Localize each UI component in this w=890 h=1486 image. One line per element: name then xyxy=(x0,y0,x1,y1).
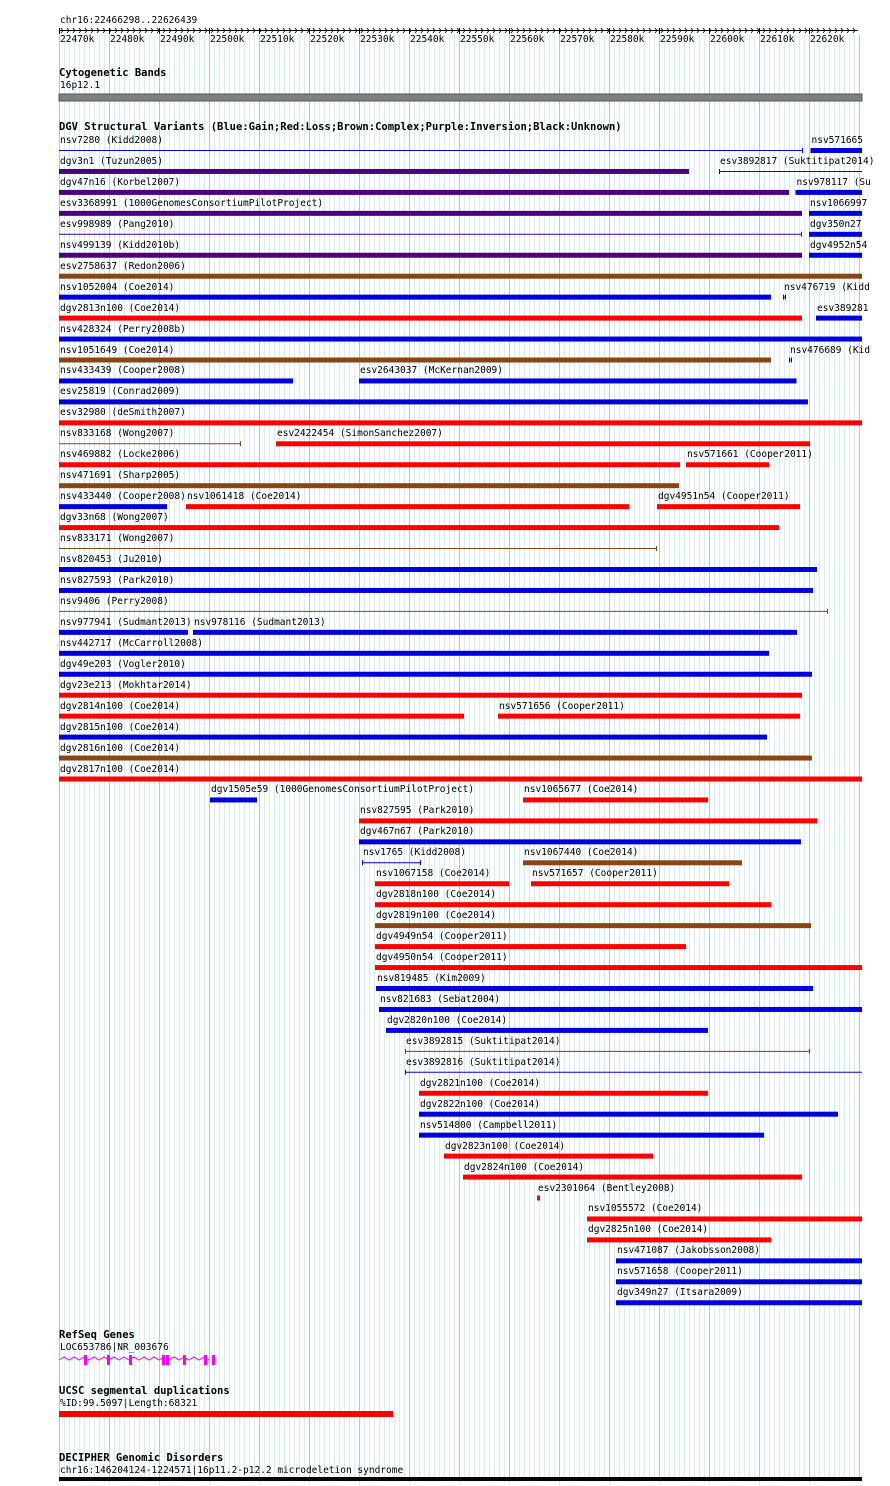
variant-bar xyxy=(59,253,802,258)
ruler-tick-label: 22600k xyxy=(710,34,745,45)
variant-label[interactable]: dgv2814n100 (Coe2014) xyxy=(60,700,181,712)
variant-bar xyxy=(59,630,188,635)
ruler-tick-label: 22530k xyxy=(360,34,395,45)
variant-label[interactable]: nsv499139 (Kidd2010b) xyxy=(60,239,181,251)
variant-bar xyxy=(59,169,689,174)
variant-bar xyxy=(359,818,817,823)
variant-label[interactable]: dgv2813n100 (Coe2014) xyxy=(60,302,181,314)
variant-bar xyxy=(375,965,862,970)
ruler-tick-label: 22590k xyxy=(660,34,695,45)
ruler-tick-label: 22510k xyxy=(260,34,295,45)
variant-label[interactable]: dgv2819n100 (Coe2014) xyxy=(376,910,497,922)
gene-exon xyxy=(129,1355,132,1365)
variant-bar xyxy=(59,525,779,530)
variant-bar xyxy=(587,1216,862,1221)
segdup-label[interactable]: %ID:99.5097|Length:68321 xyxy=(60,1398,198,1409)
variant-bar xyxy=(59,714,464,719)
variant-bar xyxy=(537,1196,540,1201)
variant-label[interactable]: dgv4952n54 xyxy=(810,239,868,251)
variant-label[interactable]: nsv1067158 (Coe2014) xyxy=(376,868,491,880)
ruler-tick-label: 22570k xyxy=(560,34,595,45)
variant-bar xyxy=(210,797,257,802)
variant-label[interactable]: nsv571658 (Cooper2011) xyxy=(617,1266,743,1278)
ruler-tick-label: 22560k xyxy=(510,34,545,45)
variant-bar xyxy=(59,295,771,300)
variant-label[interactable]: nsv471087 (Jakobsson2008) xyxy=(617,1245,760,1257)
variant-label[interactable]: esv3892817 (Suktitipat2014) xyxy=(720,155,875,167)
variant-label[interactable]: esv2643037 (McKernan2009) xyxy=(360,365,503,377)
variant-bar xyxy=(809,211,862,216)
variant-label[interactable]: nsv476689 (Kid xyxy=(790,344,871,356)
variant-label[interactable]: dgv33n68 (Wong2007) xyxy=(60,512,169,524)
variant-bar xyxy=(375,881,509,886)
gene-exon xyxy=(183,1355,186,1365)
ruler-position-label: chr16:22466298..22626439 xyxy=(60,15,198,26)
variant-label[interactable]: esv25819 (Conrad2009) xyxy=(60,386,181,398)
variant-bar xyxy=(657,504,800,509)
variant-bar xyxy=(193,630,797,635)
variant-label[interactable]: nsv1051649 (Coe2014) xyxy=(60,344,175,356)
variant-bar xyxy=(811,148,863,153)
ruler-tick-label: 22580k xyxy=(610,34,645,45)
ruler-tick-label: 22500k xyxy=(210,34,245,45)
variant-bar xyxy=(59,483,679,488)
variant-label[interactable]: dgv2822n100 (Coe2014) xyxy=(420,1098,541,1110)
variant-label[interactable]: dgv2815n100 (Coe2014) xyxy=(60,721,181,733)
variant-label[interactable]: esv998989 (Pang2010) xyxy=(60,218,175,230)
variant-label[interactable]: esv3368991 (1000GenomesConsortiumPilotProject) xyxy=(60,197,324,209)
variant-label[interactable]: dgv2816n100 (Coe2014) xyxy=(60,742,181,754)
variant-bar xyxy=(616,1300,862,1305)
ruler-tick-label: 22480k xyxy=(110,34,145,45)
variant-label[interactable]: nsv433440 (Cooper2008) xyxy=(60,491,186,503)
gene-exon xyxy=(107,1355,110,1365)
variant-bar xyxy=(59,504,167,509)
cytoband-label: 16p12.1 xyxy=(60,80,101,91)
variant-bar xyxy=(59,651,769,656)
variant-label[interactable]: nsv978117 (Su xyxy=(796,176,871,188)
variant-bar xyxy=(59,735,767,740)
variant-label[interactable]: dgv23e213 (Mokhtar2014) xyxy=(60,679,192,691)
variant-bar xyxy=(419,1091,708,1096)
variant-label[interactable]: nsv571661 (Cooper2011) xyxy=(687,449,813,461)
ruler-tick-label: 22550k xyxy=(460,34,495,45)
variant-bar xyxy=(59,567,817,572)
variant-label[interactable]: nsv1061418 (Coe2014) xyxy=(187,491,302,503)
refseq-gene-label[interactable]: LOC653786|NR_003676 xyxy=(60,1342,169,1353)
ruler-tick-label: 22520k xyxy=(310,34,345,45)
variant-label[interactable]: nsv442717 (McCarroll2008) xyxy=(60,637,203,649)
variant-bar xyxy=(59,693,802,698)
variant-bar xyxy=(59,672,812,677)
refseq-track-title[interactable]: RefSeq Genes xyxy=(59,1329,135,1341)
variant-label[interactable]: nsv821683 (Sebat2004) xyxy=(380,993,501,1005)
variant-bar xyxy=(587,1237,771,1242)
variant-label[interactable]: dgv2821n100 (Coe2014) xyxy=(420,1077,541,1089)
variant-label[interactable]: dgv350n27 xyxy=(810,218,862,230)
variant-label[interactable]: nsv819485 (Kim2009) xyxy=(377,973,486,984)
variant-label[interactable]: dgv2818n100 (Coe2014) xyxy=(376,889,497,901)
variant-label[interactable]: dgv2820n100 (Coe2014) xyxy=(387,1014,508,1026)
variant-label[interactable]: dgv4950n54 (Cooper2011) xyxy=(376,952,508,964)
variant-bar xyxy=(59,399,808,404)
ruler-tick-label: 22540k xyxy=(410,34,445,45)
variant-label[interactable]: esv32980 (deSmith2007) xyxy=(60,407,186,419)
cytoband-bar xyxy=(59,94,862,101)
variant-label[interactable]: nsv1765 (Kidd2008) xyxy=(363,847,466,859)
decipher-track-title[interactable]: DECIPHER Genomic Disorders xyxy=(59,1452,224,1464)
variant-bar xyxy=(59,211,802,216)
gene-exon xyxy=(212,1355,215,1365)
variant-label[interactable]: dgv2817n100 (Coe2014) xyxy=(60,763,181,775)
variant-label[interactable]: nsv514800 (Campbell2011) xyxy=(420,1119,558,1131)
variant-bar xyxy=(59,756,812,761)
variant-bar xyxy=(59,316,802,321)
variant-bar xyxy=(375,902,771,907)
variant-label[interactable]: nsv476719 (Kidd xyxy=(784,281,870,293)
variant-bar xyxy=(186,504,629,509)
decipher-label[interactable]: chr16:146204124-1224571|16p11.2-p12.2 microdeletion syndrome xyxy=(60,1465,404,1476)
variant-label[interactable]: dgv47n16 (Korbel2007) xyxy=(60,176,181,188)
variant-bar xyxy=(59,420,862,425)
variant-bar xyxy=(523,860,742,865)
variant-bar xyxy=(616,1258,862,1263)
segdup-bar xyxy=(59,1411,393,1417)
variant-label[interactable]: nsv7280 (Kidd2008) xyxy=(60,135,163,146)
ruler-tick-label: 22620k xyxy=(810,34,845,45)
variant-label[interactable]: esv2422454 (SimonSanchez2007) xyxy=(277,428,443,440)
variant-label[interactable]: nsv433439 (Cooper2008) xyxy=(60,365,186,377)
variant-label[interactable]: nsv571657 (Cooper2011) xyxy=(532,868,658,880)
variant-label[interactable]: nsv978116 (Sudmant2013) xyxy=(194,616,326,628)
variant-bar xyxy=(276,441,810,446)
variant-bar xyxy=(59,190,789,195)
variant-label[interactable]: nsv1065677 (Coe2014) xyxy=(524,784,639,796)
variant-label[interactable]: esv2758637 (Redon2006) xyxy=(60,260,186,272)
variant-bar xyxy=(816,316,862,321)
variant-bar xyxy=(379,1007,862,1012)
variant-bar xyxy=(59,358,771,363)
variant-bar xyxy=(796,190,863,195)
variant-bar xyxy=(59,462,680,467)
variant-bar xyxy=(59,378,293,383)
variant-bar xyxy=(444,1154,653,1159)
variant-label[interactable]: nsv833168 (Wong2007) xyxy=(60,428,175,440)
variant-label[interactable]: esv3892816 (Suktitipat2014) xyxy=(406,1056,561,1068)
variant-bar xyxy=(419,1112,838,1117)
variant-label[interactable]: nsv1067440 (Coe2014) xyxy=(524,847,639,859)
variant-label[interactable]: dgv467n67 (Park2010) xyxy=(360,826,475,838)
variant-bar xyxy=(359,839,801,844)
variant-bar xyxy=(59,588,813,593)
variant-label[interactable]: nsv820453 (Ju2010) xyxy=(60,554,163,565)
variant-label[interactable]: esv2301064 (Bentley2008) xyxy=(538,1182,676,1194)
variant-label[interactable]: dgv2825n100 (Coe2014) xyxy=(588,1224,709,1236)
variant-label[interactable]: nsv977941 (Sudmant2013) xyxy=(60,616,192,628)
variant-label[interactable]: nsv1055572 (Coe2014) xyxy=(588,1203,703,1215)
variant-label[interactable]: dgv4949n54 (Cooper2011) xyxy=(376,931,508,943)
variant-bar xyxy=(809,253,862,258)
gene-exon xyxy=(166,1355,169,1365)
variant-label[interactable]: dgv349n27 (Itsara2009) xyxy=(617,1287,743,1299)
variant-label[interactable]: nsv469882 (Locke2006) xyxy=(60,449,181,461)
variant-label[interactable]: dgv2823n100 (Coe2014) xyxy=(445,1140,566,1152)
ruler-tick-label: 22490k xyxy=(160,34,195,45)
variant-bar xyxy=(523,797,708,802)
variant-bar xyxy=(809,232,862,237)
variant-bar xyxy=(59,274,862,279)
variant-label[interactable]: nsv1066997 xyxy=(810,197,868,209)
variant-label[interactable]: nsv1052004 (Coe2014) xyxy=(60,281,175,293)
variant-bar xyxy=(376,986,813,991)
variant-bar xyxy=(498,714,800,719)
ruler-tick-label: 22610k xyxy=(760,34,795,45)
gene-exon xyxy=(204,1355,207,1365)
variant-label[interactable]: esv3892815 (Suktitipat2014) xyxy=(406,1035,561,1047)
variant-label[interactable]: dgv1505e59 (1000GenomesConsortiumPilotProject) xyxy=(211,784,475,796)
gene-exon xyxy=(162,1355,165,1365)
cytoband-track-title[interactable]: Cytogenetic Bands xyxy=(59,67,167,79)
variant-bar xyxy=(375,923,811,928)
variant-bar xyxy=(386,1028,708,1033)
gene-exon xyxy=(84,1355,87,1365)
variant-bar xyxy=(531,881,729,886)
variant-bar xyxy=(59,337,862,342)
variant-bar xyxy=(359,378,797,383)
variant-label[interactable]: dgv49e203 (Vogler2010) xyxy=(60,658,186,670)
variant-label[interactable]: dgv3n1 (Tuzun2005) xyxy=(60,155,163,167)
decipher-bar xyxy=(59,1477,862,1481)
variant-label[interactable]: nsv571656 (Cooper2011) xyxy=(499,700,625,712)
variant-label[interactable]: nsv833171 (Wong2007) xyxy=(60,533,175,545)
variant-label[interactable]: nsv471691 (Sharp2005) xyxy=(60,470,181,482)
variant-bar xyxy=(419,1133,764,1138)
variant-bar xyxy=(616,1279,862,1284)
segdup-track-title[interactable]: UCSC segmental duplications xyxy=(59,1385,230,1397)
variant-label[interactable]: nsv428324 (Perry2008b) xyxy=(60,323,186,335)
variant-bar xyxy=(686,462,769,467)
variant-bar xyxy=(59,777,862,782)
variant-label[interactable]: nsv9406 (Perry2008) xyxy=(60,595,169,607)
variant-label[interactable]: dgv4951n54 (Cooper2011) xyxy=(658,491,790,503)
variant-label[interactable]: nsv827595 (Park2010) xyxy=(360,805,475,817)
variant-label[interactable]: nsv571665 xyxy=(811,135,863,146)
variant-bar xyxy=(375,944,686,949)
variant-label[interactable]: esv389281 xyxy=(817,302,869,314)
dgv-track-title[interactable]: DGV Structural Variants (Blue:Gain;Red:Loss;Brown:Complex;Purple:Inversion;Black:Unknown) xyxy=(59,121,622,133)
variant-label[interactable]: dgv2824n100 (Coe2014) xyxy=(464,1161,585,1173)
variant-label[interactable]: nsv827593 (Park2010) xyxy=(60,574,175,586)
ruler-tick-label: 22470k xyxy=(60,34,95,45)
variant-bar xyxy=(463,1175,802,1180)
